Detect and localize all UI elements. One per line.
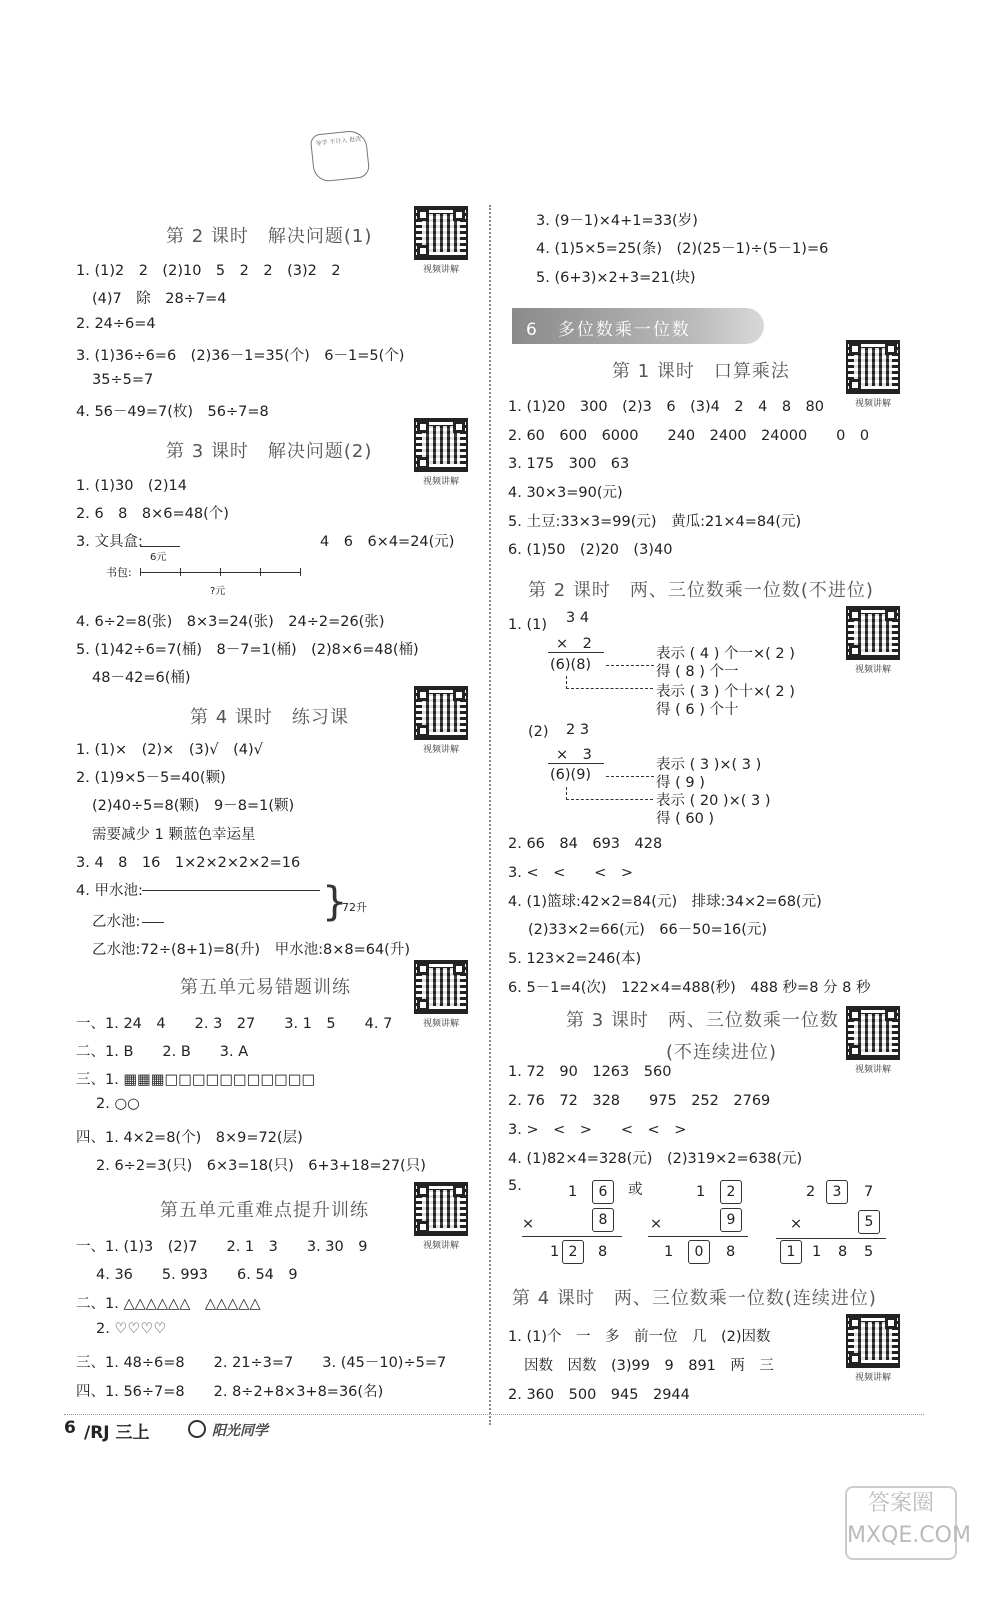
answer-line: 2. ♡♡♡♡: [96, 1321, 167, 1337]
column-divider: [489, 205, 491, 1425]
brace: }: [322, 879, 348, 925]
watermark: 答案圈 MXQE.COM: [845, 1486, 957, 1560]
answer-line: 乙水池:: [92, 914, 141, 930]
right-sec1-title: 第 1 课时 口算乘法: [612, 361, 790, 382]
digit-box: 3: [826, 1180, 848, 1204]
calc-note: 得 ( 8 ) 个一: [656, 664, 739, 680]
left-sec3-title: 第 4 课时 练习课: [190, 707, 349, 728]
answer-line: 5. (6+3)×2+3=21(块): [536, 270, 696, 286]
right-sec2-title: 第 2 课时 两、三位数乘一位数(不进位): [528, 580, 874, 601]
vertical-calc: × 2: [556, 636, 592, 652]
digit-box: 8: [592, 1208, 614, 1232]
answer-line: 1. (1)2 2 (2)10 5 2 2 (3)2 2: [76, 263, 341, 279]
stamp: 导学 不计入 批改: [310, 129, 371, 183]
digit: 7: [864, 1184, 874, 1200]
answer-line: 5. 土豆:33×3=99(元) 黄瓜:21×4=84(元): [508, 514, 802, 530]
answer-line: 6. 5－1=4(次) 122×4=488(秒) 488 秒=8 分 8 秒: [508, 980, 871, 996]
qr-code[interactable]: 视频讲解: [846, 340, 900, 410]
vertical-calc: (6)(9): [550, 767, 592, 783]
answer-line: 2. 66 84 693 428: [508, 836, 663, 852]
diagram-tick: [300, 568, 301, 576]
diagram-tick: [180, 568, 181, 576]
left-sec4-title: 第五单元易错题训练: [180, 977, 351, 998]
answer-line: 5. 123×2=246(本): [508, 951, 642, 967]
answer-line: 四、1. 4×2=8(个) 8×9=72(层): [76, 1130, 303, 1146]
answer-line: 四、1. 56÷7=8 2. 8÷2+8×3+8=36(名): [76, 1384, 384, 1400]
answer-line: 2. 24÷6=4: [76, 316, 156, 332]
answer-line: (4)7 除 28÷7=4: [92, 291, 227, 307]
answer-line: 2. 60 600 6000 240 2400 24000 0 0: [508, 428, 870, 444]
pointer-line: [606, 776, 654, 777]
answer-line: 4. (1)5×5=25(条) (2)(25－1)÷(5－1)=6: [536, 241, 829, 257]
digit-box: 0: [688, 1240, 710, 1264]
answer-line: 3. > < > < < >: [508, 1122, 687, 1138]
answer-line: 2. 360 500 945 2944: [508, 1387, 690, 1403]
answer-line: 1. 72 90 1263 560: [508, 1064, 672, 1080]
digit-box: 9: [720, 1208, 742, 1232]
calc-rule: [548, 763, 604, 764]
qr-code[interactable]: 视频讲解: [414, 960, 468, 1030]
calc-note: 表示 ( 20 )×( 3 ): [656, 793, 771, 809]
answer-line: 1. (1)× (2)× (3)√ (4)√: [76, 742, 263, 758]
answer-line: 3. 4 8 16 1×2×2×2×2=16: [76, 855, 301, 871]
answer-line: 4. (1)82×4=328(元) (2)319×2=638(元): [508, 1151, 803, 1167]
answer-line: 因数 因数 (3)99 9 891 两 三: [524, 1358, 774, 1374]
answer-line: 3. < < < >: [508, 865, 634, 881]
vertical-calc: 3 4: [566, 610, 590, 626]
times-sign: ×: [790, 1216, 803, 1232]
right-sec3-title: 第 3 课时 两、三位数乘一位数: [566, 1010, 839, 1031]
qr-code[interactable]: 视频讲解: [414, 686, 468, 756]
answer-line: 2. 76 72 328 975 252 2769: [508, 1093, 771, 1109]
left-sec5-title: 第五单元重难点提升训练: [160, 1200, 369, 1221]
answer-line: 二、1. B 2. B 3. A: [76, 1044, 249, 1060]
diagram-tick: [220, 568, 221, 576]
qr-code[interactable]: 视频讲解: [846, 1314, 900, 1384]
digit: 8: [598, 1244, 608, 1260]
digit-box: 1: [780, 1240, 802, 1264]
answer-line: 4. 56－49=7(枚) 56÷7=8: [76, 404, 269, 420]
answer-line: 4. 6÷2=8(张) 8×3=24(张) 24÷2=26(张): [76, 614, 385, 630]
answer-line: 4. 30×3=90(元): [508, 485, 623, 501]
answer-line: 48－42=6(桶): [92, 670, 191, 686]
answer-line: 2. (1)9×5－5=40(颗): [76, 770, 226, 786]
digit: 1: [696, 1184, 706, 1200]
digit: 1: [812, 1244, 822, 1260]
digit-box: 5: [858, 1210, 880, 1234]
answer-line: 35÷5=7: [92, 372, 154, 388]
answer-line: 5. (1)42÷6=7(桶) 8－7=1(桶) (2)8×6=48(桶): [76, 642, 419, 658]
edition-label: /RJ 三上: [84, 1423, 150, 1443]
digit: 1: [664, 1244, 674, 1260]
answer-line: 6. (1)50 (2)20 (3)40: [508, 542, 673, 558]
digit: 1: [550, 1244, 560, 1260]
diagram-label: ?元: [210, 586, 226, 597]
pointer-line: [606, 665, 654, 666]
calc-rule: [522, 1236, 622, 1237]
brand-logo: 阳光同学: [212, 1423, 268, 1439]
left-sec1-title: 第 2 课时 解决问题(1): [166, 226, 373, 247]
page-number: 6: [64, 1418, 76, 1438]
calc-rule: [548, 652, 604, 653]
vertical-calc: × 3: [556, 747, 592, 763]
digit: 8: [726, 1244, 736, 1260]
answer-line: 1. (1)30 (2)14: [76, 478, 187, 494]
diagram-segment: [142, 922, 164, 923]
answer-line: 4. 36 5. 993 6. 54 9: [96, 1267, 298, 1283]
left-sec2-title: 第 3 课时 解决问题(2): [166, 441, 373, 462]
answer-line: 3. 文具盒:: [76, 534, 143, 550]
calc-rule: [648, 1236, 748, 1237]
footer-divider: [64, 1414, 924, 1415]
diagram-tick: [140, 568, 141, 576]
vertical-calc: (6)(8): [550, 657, 592, 673]
diagram-label: 72升: [342, 901, 367, 914]
globe-icon: [188, 1420, 206, 1438]
diagram-tick: [260, 568, 261, 576]
calc-note: 得 ( 9 ): [656, 775, 705, 791]
pointer-line: [566, 676, 653, 689]
answer-line: 5.: [508, 1178, 522, 1194]
times-sign: ×: [522, 1216, 535, 1232]
calc-note: 得 ( 60 ): [656, 811, 715, 827]
answer-line: 乙水池:72÷(8+1)=8(升) 甲水池:8×8=64(升): [92, 942, 410, 958]
vertical-calc: 2 3: [566, 722, 590, 738]
calc-rule: [776, 1238, 886, 1239]
digit-box: 6: [592, 1180, 614, 1204]
digit: 5: [864, 1244, 874, 1260]
answer-line: 3. (9－1)×4+1=33(岁): [536, 213, 698, 229]
calc-note: 表示 ( 3 )×( 3 ): [656, 757, 762, 773]
qr-code[interactable]: 视频讲解: [846, 606, 900, 676]
right-sec3-subtitle: (不连续进位): [666, 1042, 778, 1063]
right-sec4-title: 第 4 课时 两、三位数乘一位数(连续进位): [512, 1288, 877, 1309]
answer-line: 三、1. 48÷6=8 2. 21÷3=7 3. (45－10)÷5=7: [76, 1355, 447, 1371]
answer-line: 4. (1)篮球:42×2=84(元) 排球:34×2=68(元): [508, 894, 822, 910]
diagram-label: 6元: [150, 552, 167, 563]
unit-banner: 6 多位数乘一位数: [512, 308, 764, 344]
digit-box: 2: [720, 1180, 742, 1204]
answer-line: 3. 175 300 63: [508, 456, 630, 472]
qr-code[interactable]: 视频讲解: [414, 418, 468, 488]
answer-line: 需要减少 1 颗蓝色幸运星: [92, 827, 256, 843]
answer-line: 4 6 6×4=24(元): [320, 534, 455, 550]
answer-line: 一、1. 24 4 2. 3 27 3. 1 5 4. 7: [76, 1016, 393, 1032]
answer-line: 4. 甲水池:: [76, 883, 143, 899]
answer-line: 2. 6÷2=3(只) 6×3=18(只) 6+3+18=27(只): [96, 1158, 426, 1174]
qr-code[interactable]: 视频讲解: [414, 206, 468, 276]
answer-line: 1. (1)20 300 (2)3 6 (3)4 2 4 8 80: [508, 399, 824, 415]
calc-note: 表示 ( 4 ) 个一×( 2 ): [656, 646, 795, 662]
calc-note: 得 ( 6 ) 个十: [656, 702, 739, 718]
answer-line: 二、1. △△△△△△ △△△△△: [76, 1296, 261, 1312]
answer-line: (2): [528, 724, 549, 740]
answer-line: 2. ○○: [96, 1096, 140, 1112]
diagram-segment: [140, 546, 180, 547]
calc-note: 表示 ( 3 ) 个十×( 2 ): [656, 684, 795, 700]
pointer-line: [566, 787, 653, 800]
digit: 1: [568, 1184, 578, 1200]
diagram-segment: [142, 890, 320, 891]
times-sign: ×: [650, 1216, 663, 1232]
or-label: 或: [628, 1182, 643, 1198]
qr-code[interactable]: 视频讲解: [846, 1006, 900, 1076]
answer-line: 一、1. (1)3 (2)7 2. 1 3 3. 30 9: [76, 1239, 368, 1255]
answer-line: 1. (1)个 一 多 前一位 几 (2)因数: [508, 1329, 771, 1345]
diagram-label: 书包:: [106, 566, 132, 579]
digit: 2: [806, 1184, 816, 1200]
answer-line: (2)40÷5=8(颗) 9－8=1(颗): [92, 798, 295, 814]
answer-line: 3. (1)36÷6=6 (2)36－1=35(个) 6－1=5(个): [76, 348, 405, 364]
answer-line: 三、1. ▦▦▦□□□□□□□□□□□: [76, 1072, 316, 1088]
answer-line: 1. (1): [508, 617, 547, 633]
digit-box: 2: [562, 1240, 584, 1264]
qr-code[interactable]: 视频讲解: [414, 1182, 468, 1252]
digit: 8: [838, 1244, 848, 1260]
answer-line: 2. 6 8 8×6=48(个): [76, 506, 229, 522]
answer-line: (2)33×2=66(元) 66－50=16(元): [528, 922, 768, 938]
